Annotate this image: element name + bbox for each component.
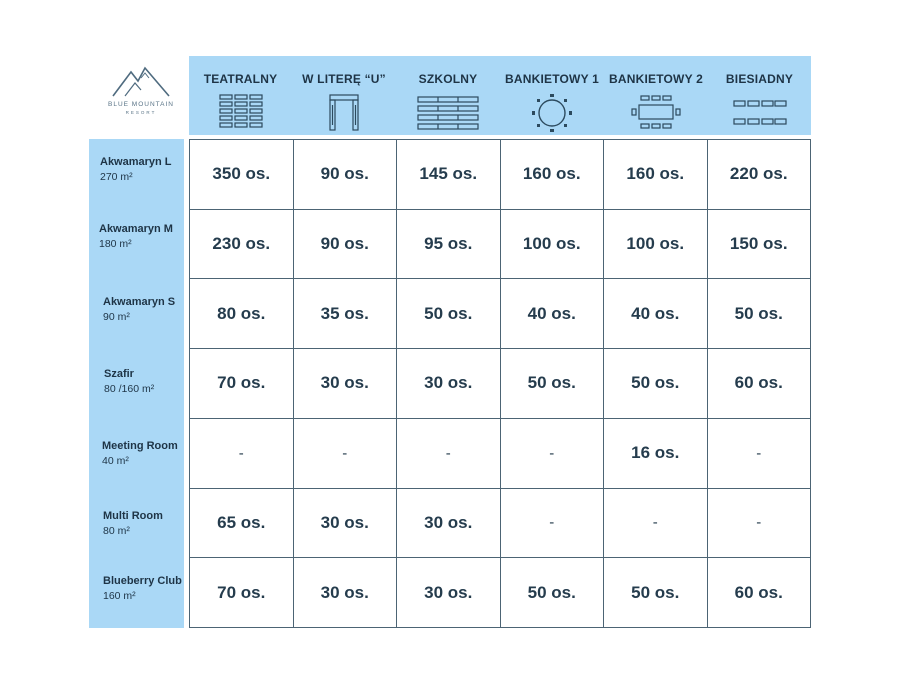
capacity-cell: 220 os. — [707, 140, 811, 210]
capacity-cell: 90 os. — [293, 140, 397, 210]
classroom-layout-icon — [417, 93, 479, 133]
room-area: 90 m² — [103, 311, 130, 323]
column-label: BANKIETOWY 2 — [609, 72, 703, 86]
column-label: BANKIETOWY 1 — [505, 72, 599, 86]
capacity-cell: 80 os. — [190, 279, 294, 349]
column-header-bankietowy-2 — [604, 56, 708, 135]
capacity-cell: 95 os. — [397, 209, 501, 279]
column-label: BIESIADNY — [725, 72, 794, 86]
capacity-cell: 160 os. — [500, 140, 604, 210]
capacity-cell: 60 os. — [707, 349, 811, 419]
theatre-layout-icon — [219, 93, 263, 133]
capacity-cell: 40 os. — [604, 279, 708, 349]
capacity-cell: - — [500, 488, 604, 558]
capacity-cell: - — [190, 418, 294, 488]
capacity-cell: 60 os. — [707, 558, 811, 628]
capacity-cell: 50 os. — [604, 558, 708, 628]
logo-sub-text: RESORT — [125, 110, 157, 115]
room-labels-column — [89, 139, 184, 628]
room-label — [103, 509, 163, 539]
table-row — [190, 558, 811, 628]
capacity-cell: 30 os. — [397, 488, 501, 558]
capacity-cell: - — [397, 418, 501, 488]
column-header-biesiadny — [708, 56, 811, 135]
room-name: Akwamaryn L — [100, 156, 172, 168]
logo — [96, 58, 186, 128]
room-label — [100, 155, 172, 185]
room-name: Akwamaryn M — [99, 223, 173, 235]
capacity-cell: 30 os. — [293, 558, 397, 628]
room-label — [102, 439, 178, 469]
table-row — [190, 140, 811, 210]
capacity-cell: 50 os. — [500, 558, 604, 628]
table-row — [190, 209, 811, 279]
capacity-cell: - — [707, 418, 811, 488]
mountain-logo-icon — [111, 64, 171, 98]
room-area: 80 /160 m² — [104, 383, 155, 395]
room-name: Blueberry Club — [103, 575, 182, 587]
room-area: 160 m² — [103, 590, 136, 602]
capacity-cell: 50 os. — [604, 349, 708, 419]
column-header-u-shape — [292, 56, 396, 135]
capacity-cell: 50 os. — [500, 349, 604, 419]
room-name: Akwamaryn S — [103, 296, 176, 308]
capacity-cell: 30 os. — [293, 488, 397, 558]
capacity-cell: - — [500, 418, 604, 488]
room-area: 270 m² — [100, 171, 133, 183]
capacity-cell: 100 os. — [500, 209, 604, 279]
round-table-layout-icon — [530, 93, 574, 133]
room-name: Multi Room — [103, 510, 163, 522]
column-label: TEATRALNY — [203, 72, 278, 86]
column-label: SZKOLNY — [418, 72, 478, 86]
capacity-cell: 90 os. — [293, 209, 397, 279]
capacity-cell: 70 os. — [190, 349, 294, 419]
layout-header-row — [189, 56, 811, 135]
u-shape-layout-icon — [322, 93, 366, 133]
banquet-table-layout-icon — [631, 93, 681, 133]
room-area: 180 m² — [99, 238, 132, 250]
table-row — [190, 349, 811, 419]
table-row — [190, 418, 811, 488]
capacity-cell: 150 os. — [707, 209, 811, 279]
feast-layout-icon — [733, 93, 787, 133]
room-area: 80 m² — [103, 525, 130, 537]
capacity-cell: 350 os. — [190, 140, 294, 210]
capacity-cell: 65 os. — [190, 488, 294, 558]
capacity-cell: 50 os. — [707, 279, 811, 349]
capacity-cell: 40 os. — [500, 279, 604, 349]
capacity-cell: 160 os. — [604, 140, 708, 210]
capacity-cell: 70 os. — [190, 558, 294, 628]
room-label — [99, 222, 173, 252]
capacity-cell: 30 os. — [397, 349, 501, 419]
logo-brand-text: BLUE MOUNTAIN — [108, 101, 174, 108]
capacity-cell: 35 os. — [293, 279, 397, 349]
capacity-cell: - — [604, 488, 708, 558]
capacity-cell: 230 os. — [190, 209, 294, 279]
capacity-cell: 16 os. — [604, 418, 708, 488]
capacity-table — [189, 139, 811, 628]
column-header-szkolny — [396, 56, 500, 135]
table-row — [190, 488, 811, 558]
room-label — [104, 367, 154, 397]
capacity-cell: 100 os. — [604, 209, 708, 279]
table-row — [190, 279, 811, 349]
room-name: Meeting Room — [102, 440, 178, 452]
capacity-cell: 30 os. — [293, 349, 397, 419]
column-header-teatralny — [189, 56, 292, 135]
capacity-cell: 50 os. — [397, 279, 501, 349]
room-label — [103, 574, 182, 604]
capacity-cell: - — [707, 488, 811, 558]
column-label: W LITERĘ “U” — [302, 72, 386, 86]
capacity-cell: - — [293, 418, 397, 488]
capacity-cell: 145 os. — [397, 140, 501, 210]
capacity-cell: 30 os. — [397, 558, 501, 628]
room-label — [103, 295, 175, 325]
column-header-bankietowy-1 — [500, 56, 604, 135]
room-area: 40 m² — [102, 455, 129, 467]
room-name: Szafir — [104, 368, 134, 380]
